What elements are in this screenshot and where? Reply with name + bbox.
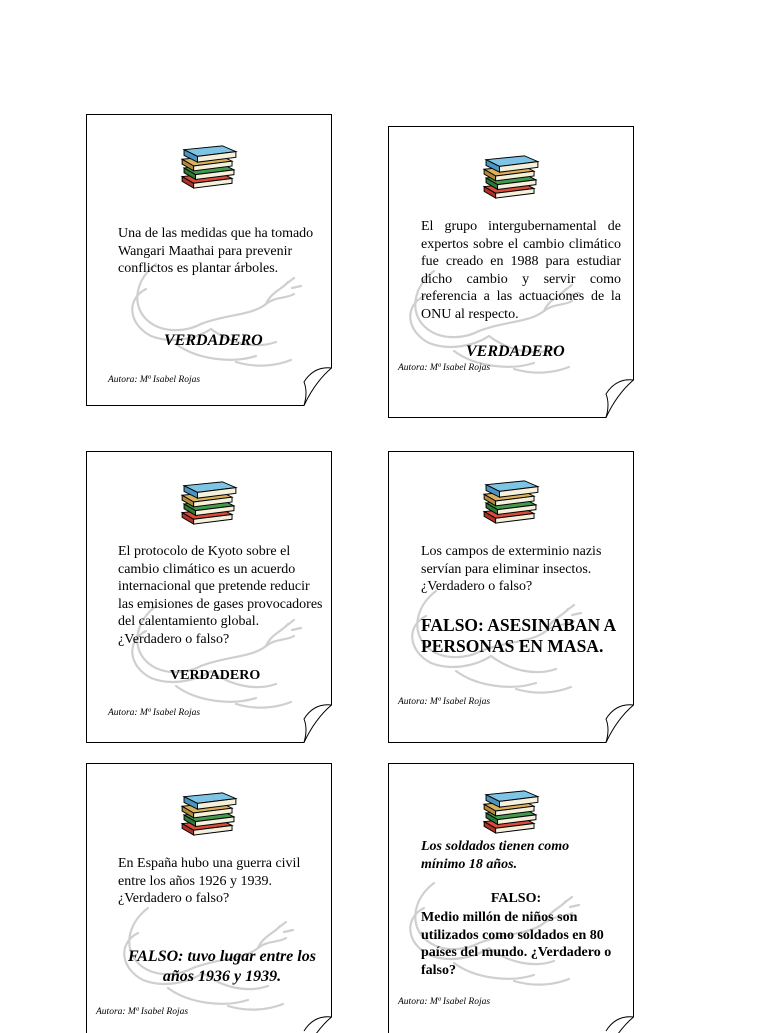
answer-label: FALSO: [490,891,542,906]
question-text: En España hubo una guerra civil entre los años 1926 y 1939. ¿Verdadero o falso? [118,856,301,906]
quiz-card-4 [388,451,634,743]
question-text: El protocolo de Kyoto sobre el cambio climático es un acuerdo internacional que pretende reducir las emisiones de gases provocadores del calentamiento global. ¿Verdadero o falso? [118,544,323,647]
quiz-card-2 [388,126,634,418]
question-text: Los soldados tienen como mínimo 18 años. [421,839,570,872]
books-icon [178,142,240,190]
quiz-card-5 [86,763,332,1033]
books-icon [480,787,542,835]
author-credit: Autora: Mª Isabel Rojas [398,697,491,707]
quiz-card-6 [388,763,634,1033]
answer-text: FALSO: ASESINABAN A PERSONAS EN MASA. [421,615,616,656]
quiz-card-3 [86,451,332,743]
answer-text: VERDADERO [164,332,263,349]
author-credit: Autora: Mª Isabel Rojas [108,708,201,718]
question-text: Los campos de exterminio nazis servían para eliminar insectos. ¿Verdadero o falso? [421,544,602,594]
books-icon [178,478,240,526]
books-icon [480,152,542,200]
books-icon [480,477,542,525]
question-text: Una de las medidas que ha tomado Wangari Maathai para prevenir conflictos es plantar árboles. [118,226,314,276]
quiz-card-1 [86,114,332,406]
question-text: El grupo intergubernamental de expertos sobre el cambio climático fue creado en 1988 para estudiar dicho cambio y servir como referencia a las actuaciones de la ONU al respecto. [421,219,621,322]
answer-text: FALSO: tuvo lugar entre los años 1936 y 1939. [128,948,316,985]
answer-text: VERDADERO [466,343,565,360]
answer-text: VERDADERO [170,668,261,683]
author-credit: Autora: Mª Isabel Rojas [96,1007,189,1017]
author-credit: Autora: Mª Isabel Rojas [108,375,201,385]
books-icon [178,789,240,837]
author-credit: Autora: Mª Isabel Rojas [398,363,491,373]
author-credit: Autora: Mª Isabel Rojas [398,997,491,1007]
answer-text: Medio millón de niños son utilizados como soldados en 80 países del mundo. ¿Verdadero o falso? [421,910,612,978]
